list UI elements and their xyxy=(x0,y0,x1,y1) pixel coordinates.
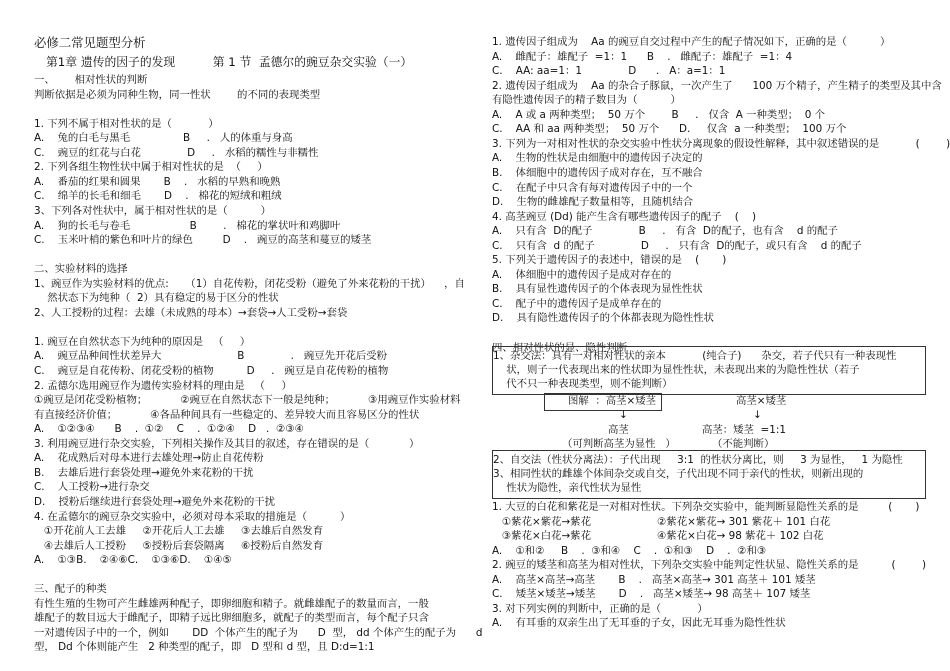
text-line: ③紫花×白花→紫花 ④紫花×白花→ 98 紫花＋ 102 白花 xyxy=(492,530,824,543)
text-line: A. 兔的白毛与黑毛 B . 人的体重与身高 xyxy=(34,132,293,145)
crossing-method-box xyxy=(492,346,926,395)
left-note: （可判断高茎为显性 ） xyxy=(562,438,676,450)
text-line: 二、实验材料的选择 xyxy=(34,263,128,276)
text-line: 1. 遗传因子组成为 Aa 的豌豆自交过程中产生的配子情况如下，正确的是（ ） xyxy=(492,36,891,48)
text-line: 1. 豌豆在自然状态下为纯种的原因是 （ ） xyxy=(34,335,251,348)
text-line: 4. 高茎豌豆 (Dd) 能产生含有哪些遗传因子的配子 ( ) xyxy=(492,210,757,223)
document-title: 必修二常见题型分析 xyxy=(34,35,146,50)
text-line: C. 只有含 d 的配子 D . 只有含 D的配子，或只有含 d 的配子 xyxy=(492,239,862,252)
text-line: 5. 下列关于遗传因子的表述中，错误的是 ( ) xyxy=(492,254,727,267)
text-line: C. 人工授粉→进行杂交 xyxy=(34,481,150,494)
text-line: 代不只一种表现类型，则不能判断） xyxy=(493,378,673,391)
text-line: 然状态下为纯种（ 2）具有稳定的易于区分的性状 xyxy=(34,292,279,305)
text-line: C. 豌豆是自花传粉、闭花受粉的植物 D . 豌豆是自花传粉的植物 xyxy=(34,365,389,377)
text-line: 1、杂交法：具有一对相对性状的亲本 (纯合子) 杂交，若子代只有一种表现性 xyxy=(493,350,897,362)
text-line: C. AA: aa=1：1 D . A：a=1：1 xyxy=(492,65,726,78)
text-line: C. 玉米叶梢的紫色和叶片的绿色 D . 豌豆的高茎和蔓豆的矮茎 xyxy=(34,234,372,247)
text-line: A. 有耳垂的双亲生出了无耳垂的子女，因此无耳垂为隐性性状 xyxy=(492,617,786,630)
text-line: 状，则子一代表现出来的性状即为显性性状，未表现出来的为隐性性状（若子 xyxy=(493,364,860,377)
text-line: 一对遗传因子中的一个，例如 DD 个体产生的配子为 D 型， dd 个体产生的配子为 d xyxy=(34,626,483,639)
text-line: 3. 对下列实例的判断中，正确的是（ ） xyxy=(492,602,708,615)
text-line: C. 矮茎×矮茎→矮茎 D . 高茎×矮茎→ 98 高茎＋ 107 矮茎 xyxy=(492,588,811,601)
text-line: ①豌豆是闭花受粉植物； ②豌豆在自然状态下一般是纯种； ③用豌豆作实验材料 xyxy=(34,394,461,407)
selfing-method-box xyxy=(492,450,926,499)
text-line: 2、自交法（性状分离法）：子代出现 3:1 的性状分离比，则 3 为显性， 1 为隐性 xyxy=(493,454,903,466)
text-line: B. 具有显性遗传因子的个体表现为显性性状 xyxy=(492,283,703,296)
left-cross-label: 图解 ：高茎×矮茎 xyxy=(568,395,657,407)
right-note: （不能判断） xyxy=(712,438,775,450)
text-line: 2. 豌豆的矮茎和高茎为相对性状，下列杂交实验中能判定性状显、隐性关系的是 ( ) xyxy=(492,559,927,572)
text-line: C. 配子中的遗传因子是成单存在的 xyxy=(492,297,662,310)
left-arrow: ↓ xyxy=(619,409,628,421)
text-line: 3. 下列为一对相对性状的杂交实验中性状分离现象的假设性解释，其中叙述错误的是 ( ) xyxy=(492,137,950,150)
text-line: 判断依据是必须为同种生物，同一性状 的不同的表现类型 xyxy=(34,88,321,101)
right-arrow: ↓ xyxy=(753,409,762,421)
chapter-subtitle: 第1章 遗传的因子的发现 第 1 节 孟德尔的豌豆杂交实验（一） xyxy=(46,55,413,69)
text-line: 雄配子的数目远大于雌配子，即精子远比卵细胞多，就配子的类型而言，每个配子只含 xyxy=(34,612,429,625)
text-line: A. 狗的长毛与卷毛 B . 棉花的掌状叶和鸡脚叶 xyxy=(34,219,341,232)
text-line: A. A 或 a 两种类型； 50 万个 B . 仅含 A 一种类型； 0 个 xyxy=(492,108,826,121)
left-result: 高茎 xyxy=(608,424,629,436)
text-line: 1、豌豆作为实验材料的优点: （1）自花传粉，闭花受粉（避免了外来花粉的干扰） ，自 xyxy=(34,277,465,290)
text-line: A. 番茄的红果和圆果 B . 水稻的早熟和晚熟 xyxy=(34,175,281,188)
text-line: C. AA 和 aa 两种类型； 50 万个 D. 仅含 a 一种类型； 100 万个 xyxy=(492,123,847,136)
text-line: D. 具有隐性遗传因子的个体都表现为隐性性状 xyxy=(492,312,714,325)
text-line: A. ①③B. ②④⑥C. ①③⑥D. ①④⑤ xyxy=(34,554,232,567)
text-line: 三、配子的种类 xyxy=(34,583,107,596)
text-line: 3. 利用豌豆进行杂交实验，下列相关操作及其目的叙述，存在错误的是（ ） xyxy=(34,437,420,450)
text-line: 2. 孟德尔选用豌豆作为遗传实验材料的理由是 （ ） xyxy=(34,379,292,392)
text-line: A. 雌配子：雄配子 =1：1 B . 雌配子：雄配子 =1：4 xyxy=(492,50,793,63)
text-line: A. 只有含 D的配子 B . 有含 D的配子，也有含 d 的配子 xyxy=(492,225,838,238)
text-line: 2. 遗传因子组成为 Aa 的杂合子豚鼠，一次产生了 100 万个精子，产生精子的类型及其中含 xyxy=(492,79,942,92)
text-line: 2、人工授粉的过程：去雄（未成熟的母本）→套袋→人工受粉→套袋 xyxy=(34,306,348,319)
text-line: A. 生物的性状是由细胞中的遗传因子决定的 xyxy=(492,152,703,165)
text-line: 型， Dd 个体则能产生 2 种类型的配子，即 D 型和 d 型，且 D:d=1:1 xyxy=(34,641,375,654)
text-line: A. 高茎×高茎→高茎 B . 高茎×高茎→ 301 高茎＋ 101 矮茎 xyxy=(492,573,816,586)
text-line: 有隐性遗传因子的精子数目为（ ） xyxy=(492,94,681,107)
text-line: 性状为隐性，亲代性状为显性 xyxy=(493,482,642,495)
text-line: 4. 在孟德尔的豌豆杂交实验中，必须对母本采取的措施是（ ） xyxy=(34,510,351,523)
text-line: 四、相对性状的显、隐性判断 xyxy=(492,341,628,354)
text-line: B. 体细胞中的遗传因子成对存在，互不融合 xyxy=(492,166,703,179)
text-line: 有直接经济价值； ④各品种间具有一些稳定的、差异较大而且容易区分的性状 xyxy=(34,408,420,421)
text-line: 3、下列各对性状中，属于相对性状的是（ ） xyxy=(34,204,272,217)
right-result: 高茎：矮茎 =1:1 xyxy=(702,424,786,436)
text-line: 3、相同性状的雌雄个体间杂交或自交，子代出现不同于亲代的性状，则新出现的 xyxy=(493,468,864,481)
text-line: 1. 下列不属于相对性状的是（ ） xyxy=(34,117,219,130)
text-line: A. ①②③④ B . ①② C . ①②④ D . ②③④ xyxy=(34,423,304,436)
text-line: 2. 下列各组生物性状中属于相对性状的是 （ ） xyxy=(34,161,268,174)
text-line: 有性生殖的生物可产生雌雄两种配子，即卵细胞和精子。就雌雄配子的数量而言，一般 xyxy=(34,597,429,610)
text-line: C. 豌豆的红花与白花 D . 水稻的糯性与非糯性 xyxy=(34,146,319,159)
text-line: D. 授粉后继续进行套袋处理→避免外来花粉的干扰 xyxy=(34,495,276,508)
text-line: A. 体细胞中的遗传因子是成对存在的 xyxy=(492,268,672,281)
text-line: A. 豌豆品种间性状差异大 B . 豌豆先开花后受粉 xyxy=(34,350,388,363)
text-line: B. 去雄后进行套袋处理→避免外来花粉的干扰 xyxy=(34,466,254,479)
text-line: A. 花成熟后对母本进行去雄处理→防止自花传粉 xyxy=(34,452,264,465)
text-line: ④去雄后人工授粉 ⑤授粉后套袋隔离 ⑥授粉后自然发育 xyxy=(34,539,324,552)
text-line: C. 在配子中只含有每对遗传因子中的一个 xyxy=(492,181,693,194)
right-cross-label: 高茎×矮茎 xyxy=(736,395,787,407)
text-line: C. 绵羊的长毛和细毛 D . 棉花的短绒和粗绒 xyxy=(34,190,282,203)
text-line: D. 生物的雌雄配子数量相等，且随机结合 xyxy=(492,196,694,209)
text-line: 一、 相对性状的判断 xyxy=(34,74,148,86)
text-line: ①紫花×紫花→紫花 ②紫花×紫花→ 301 紫花＋ 101 白花 xyxy=(492,515,831,528)
text-line: A. ①和② B . ③和④ C . ①和③ D . ②和③ xyxy=(492,544,767,557)
text-line: ①开花前人工去雄 ②开花后人工去雄 ③去雄后自然发育 xyxy=(34,525,324,538)
text-line: 1. 大豆的白花和紫花是一对相对性状。下列杂交实验中，能判断显隐性关系的是 ( ) xyxy=(492,501,920,513)
